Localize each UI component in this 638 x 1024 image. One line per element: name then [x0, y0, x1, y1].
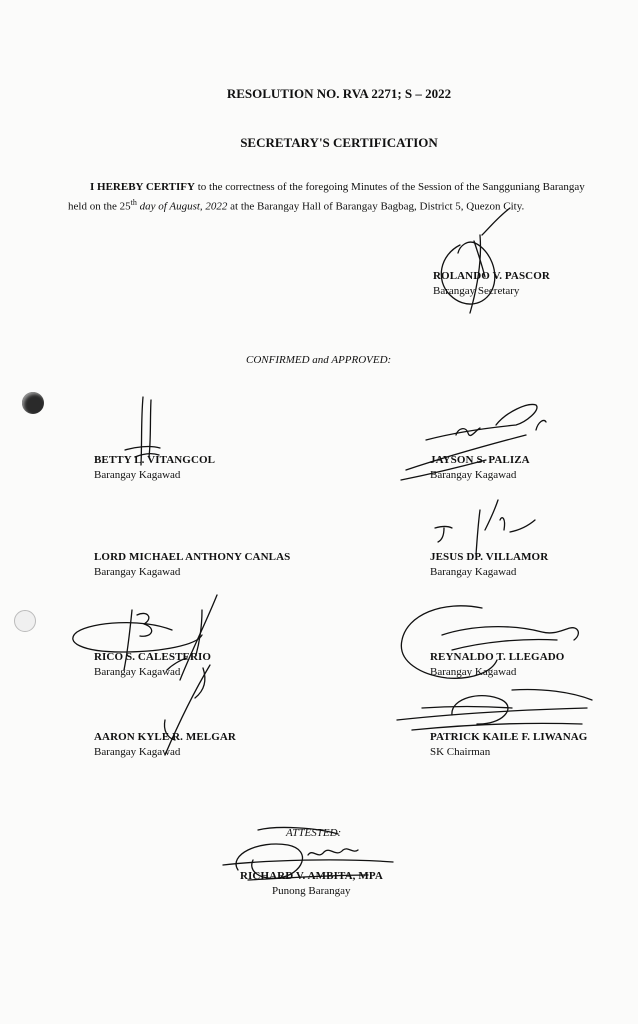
- secretary-signature: [430, 205, 520, 325]
- punch-hole-top: [22, 392, 44, 414]
- punch-hole-bottom: [14, 610, 36, 632]
- secretary-role: Barangay Secretary: [433, 285, 520, 297]
- jesus-name: JESUS DP. VILLAMOR: [430, 551, 549, 563]
- resolution-number: RESOLUTION NO. RVA 2271; S – 2022: [226, 86, 452, 101]
- reynaldo-role: Barangay Kagawad: [430, 666, 517, 678]
- aaron-name: AARON KYLE R. MELGAR: [94, 731, 236, 743]
- patrick-role: SK Chairman: [430, 746, 491, 758]
- attested-label: ATTESTED:: [286, 827, 342, 839]
- betty-name: BETTY L. VITANGCOL: [94, 454, 216, 466]
- certification-paragraph: [68, 180, 630, 215]
- certification-title: SECRETARY'S CERTIFICATION: [240, 135, 438, 150]
- betty-role: Barangay Kagawad: [94, 469, 181, 481]
- lord-name: LORD MICHAEL ANTHONY CANLAS: [94, 551, 291, 563]
- certify-lead: I HEREBY CERTIFY: [90, 181, 195, 193]
- certify-line2-italic: day of August, 2022: [136, 200, 228, 213]
- jayson-name: JAYSON S. PALIZA: [430, 454, 530, 466]
- aaron-signature: [135, 660, 225, 760]
- rico-role: Barangay Kagawad: [94, 666, 181, 678]
- jayson-role: Barangay Kagawad: [430, 469, 517, 481]
- punong-barangay-role: Punong Barangay: [272, 885, 351, 897]
- certify-line2-b: at the Barangay Hall of Barangay Bagbag, District 5, Quezon City.: [227, 200, 525, 213]
- jesus-signature: [430, 490, 540, 560]
- aaron-role: Barangay Kagawad: [94, 746, 181, 758]
- punong-barangay-name: RICHARD V. AMBITA, MPA: [240, 870, 383, 882]
- certify-line2-a: held on the 25: [68, 200, 131, 213]
- jesus-role: Barangay Kagawad: [430, 566, 517, 578]
- lord-role: Barangay Kagawad: [94, 566, 181, 578]
- reynaldo-name: REYNALDO T. LLEGADO: [430, 651, 565, 663]
- confirmed-approved-label: CONFIRMED and APPROVED:: [246, 354, 392, 366]
- certify-line2-sup: th: [130, 198, 137, 207]
- secretary-name: ROLANDO V. PASCOR: [433, 270, 550, 282]
- patrick-name: PATRICK KAILE F. LIWANAG: [430, 731, 588, 743]
- rico-name: RICO S. CALESTERIO: [94, 651, 212, 663]
- certify-text-1: to the correctness of the foregoing Minutes of the Session of the Sangguniang Barangay: [194, 181, 585, 193]
